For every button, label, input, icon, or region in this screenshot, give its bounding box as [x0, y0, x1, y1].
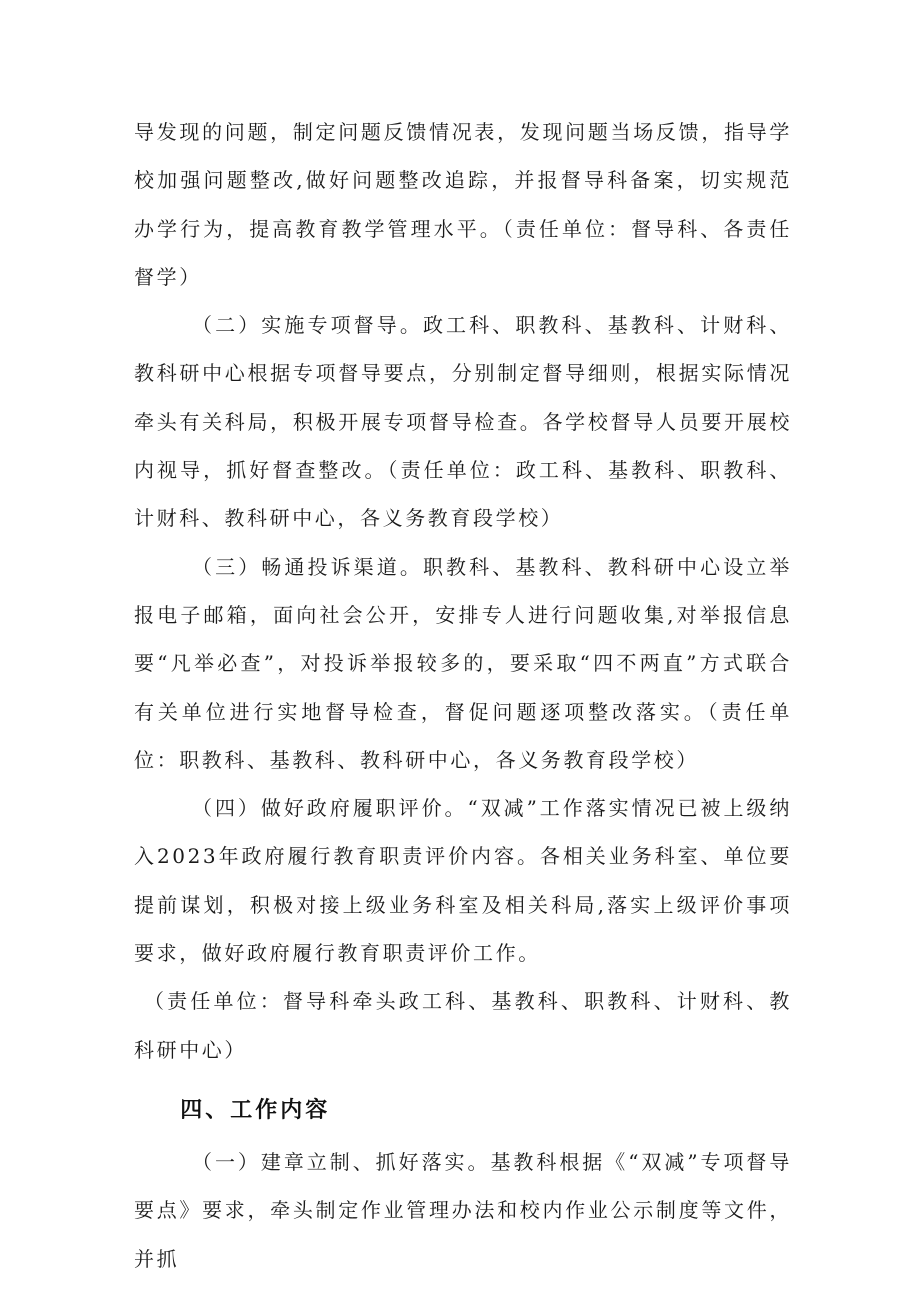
paragraph-item-3: （三）畅通投诉渠道。职教科、基教科、教科研中心设立举报电子邮箱，面向社会公开，安排专人进行问题收集,对举报信息要“凡举必查”，对投诉举报较多的，要采取“四不两直”方式联合有关单位进行实地督导检查，督促问题逐项整改落实。（责任单位：职教科、基教科、教科研中心，各义务教育段学校） — [134, 554, 792, 772]
paragraph-continuation: 导发现的问题，制定问题反馈情况表，发现问题当场反馈，指导学校加强问题整改,做好问题整改追踪，并报督导科备案，切实规范办学行为，提高教育教学管理水平。（责任单位：督导科、各责任督学） — [134, 120, 792, 289]
paragraph-item-2: （二）实施专项督导。政工科、职教科、基教科、计财科、教科研中心根据专项督导要点，分别制定督导细则，根据实际情况牵头有关科局，积极开展专项督导检查。各学校督导人员要开展校内视导，抓好督查整改。（责任单位：政工科、基教科、职教科、计财科、教科研中心，各义务教育段学校） — [134, 313, 792, 531]
paragraph-item-4: （四）做好政府履职评价。“双减”工作落实情况已被上级纳入2023年政府履行教育职责评价内容。各相关业务科室、单位要提前谋划，积极对接上级业务科室及相关科局,落实上级评价事项要求，做好政府履行教育职责评价工作。 — [134, 796, 792, 966]
paragraph-item-4-responsibility: （责任单位：督导科牵头政工科、基教科、职教科、计财科、教科研中心） — [134, 989, 792, 1062]
section-heading: 四、工作内容 — [180, 1097, 331, 1123]
paragraph-section4-item-1: （一）建章立制、抓好落实。基教科根据《“双减”专项督导要点》要求，牵头制定作业管理办法和校内作业公示制度等文件，并抓 — [134, 1149, 792, 1271]
document-body — [134, 108, 792, 1283]
